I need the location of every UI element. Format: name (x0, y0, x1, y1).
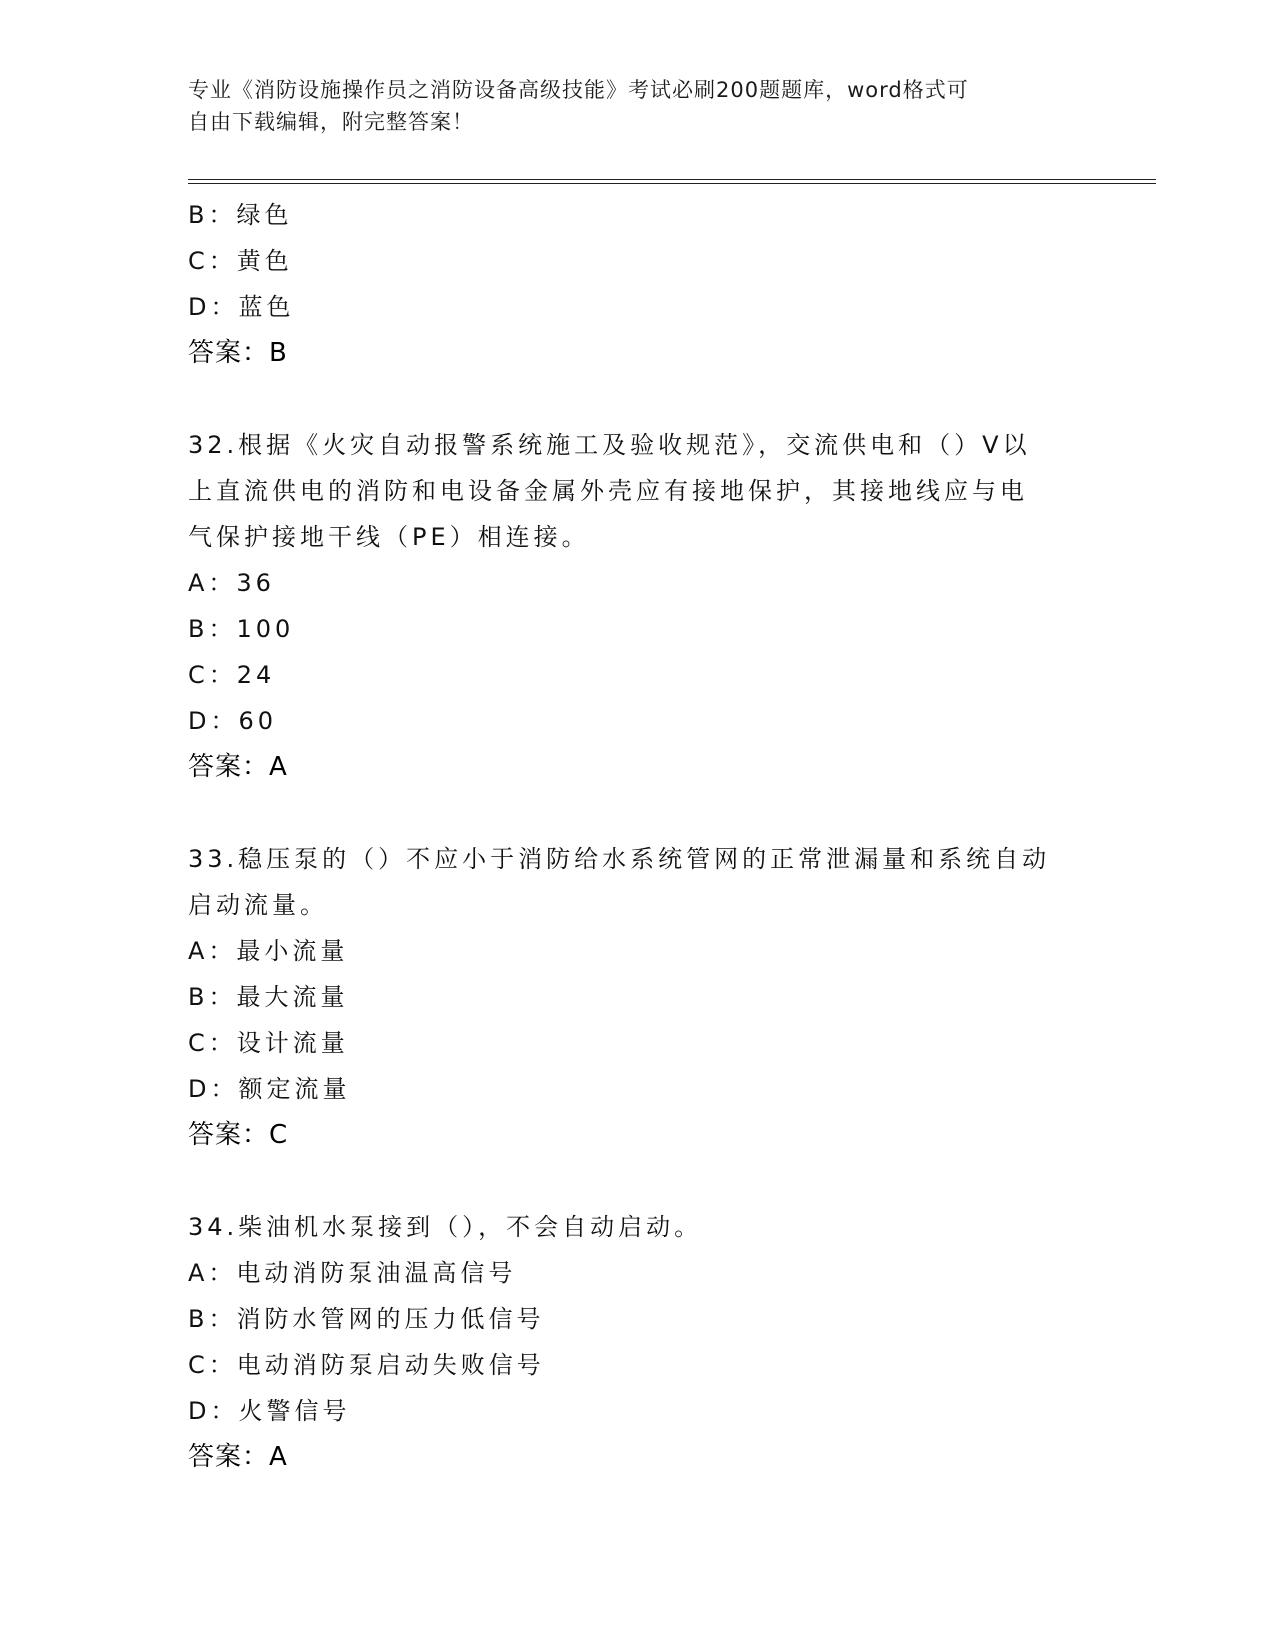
option-c: C：设计流量 (188, 1029, 349, 1057)
header-line-1: 专业《消防设施操作员之消防设备高级技能》考试必刷200题题库，word格式可 (188, 78, 969, 102)
document-header (188, 74, 1088, 138)
question-text-line: 气保护接地干线（PE）相连接。 (188, 523, 590, 551)
option-a: A：电动消防泵油温高信号 (188, 1259, 517, 1287)
option-b: B：绿色 (188, 201, 293, 229)
option-a: A：最小流量 (188, 937, 349, 965)
question-text-line: 33.稳压泵的（）不应小于消防给水系统管网的正常泄漏量和系统自动 (188, 845, 1051, 873)
option-d: D：额定流量 (188, 1075, 351, 1103)
option-d: D：蓝色 (188, 293, 295, 321)
option-b: B：最大流量 (188, 983, 349, 1011)
option-c: C：黄色 (188, 247, 293, 275)
option-c: C：电动消防泵启动失败信号 (188, 1351, 545, 1379)
header-divider (188, 179, 1156, 184)
question-33 (188, 836, 1088, 1158)
question-text-line: 34.柴油机水泵接到（），不会自动启动。 (188, 1213, 703, 1241)
answer-line: 答案：A (188, 1442, 288, 1472)
option-a: A：36 (188, 569, 275, 597)
option-d: D：火警信号 (188, 1397, 351, 1425)
option-d: D：60 (188, 707, 278, 735)
header-line-2: 自由下载编辑，附完整答案！ (188, 110, 474, 134)
answer-line: 答案：A (188, 752, 288, 782)
question-32 (188, 422, 1088, 790)
option-c: C：24 (188, 661, 276, 689)
question-text-line: 上直流供电的消防和电设备金属外壳应有接地保护，其接地线应与电 (188, 477, 1028, 505)
question-text-line: 32.根据《火灾自动报警系统施工及验收规范》，交流供电和（）V以 (188, 431, 1031, 459)
option-b: B：100 (188, 615, 295, 643)
option-b: B：消防水管网的压力低信号 (188, 1305, 545, 1333)
question-31-continued (188, 192, 1088, 376)
answer-line: 答案：B (188, 338, 288, 368)
question-text-line: 启动流量。 (188, 891, 328, 919)
question-list (188, 192, 1088, 1480)
answer-line: 答案：C (188, 1120, 289, 1150)
question-34 (188, 1204, 1088, 1480)
